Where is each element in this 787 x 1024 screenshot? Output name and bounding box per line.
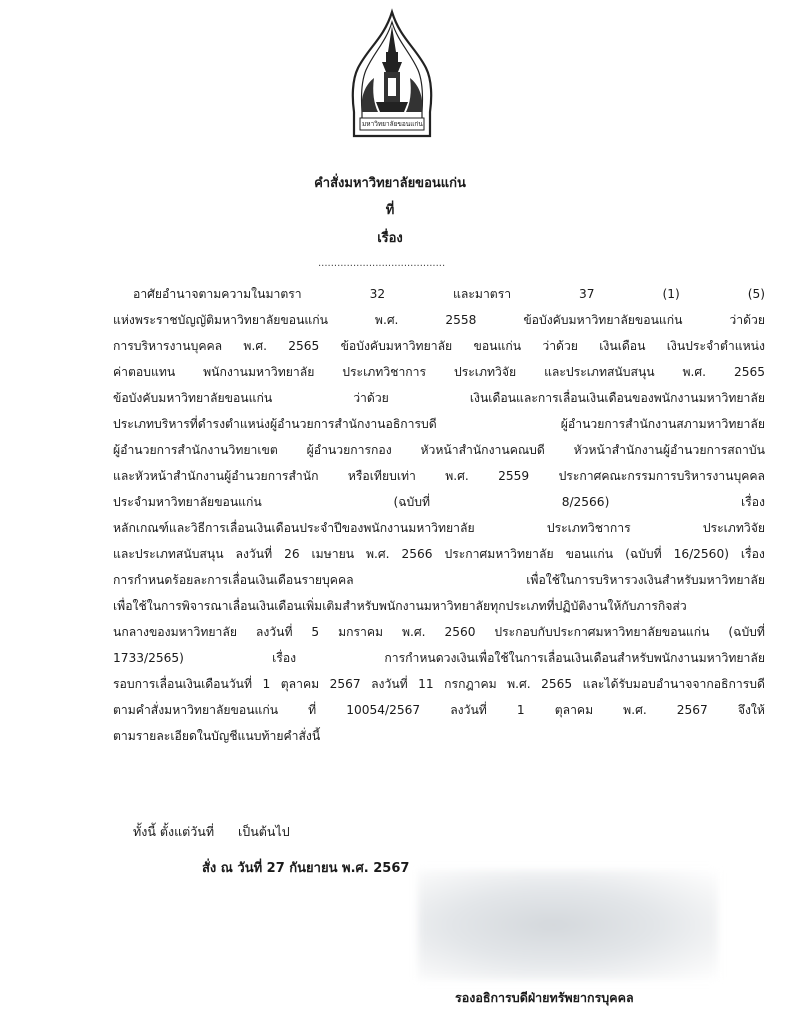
body-word: ที่: [308, 703, 317, 717]
body-word: หัวหน้าสำนักงานคณบดี: [420, 443, 545, 457]
body-word: 26: [284, 547, 300, 561]
separator-dots: ........................................: [318, 258, 446, 269]
body-word: ผู้อำนวยการสำนักงานสภามหาวิทยาลัย: [560, 417, 765, 431]
body-word: พ.ศ.: [402, 625, 426, 639]
body-line: [113, 516, 765, 540]
body-word: 16/2560): [673, 547, 729, 561]
body-word: พ.ศ.: [243, 339, 267, 353]
body-word: เงินประจำตำแหน่ง: [666, 339, 765, 353]
body-word: 32: [369, 287, 386, 301]
body-word: รอบการเลื่อนเงินเดือนวันที่: [113, 677, 253, 691]
body-word: เรื่อง: [740, 547, 765, 561]
body-word: 2565: [541, 677, 573, 691]
body-word: (1): [662, 287, 680, 301]
body-word: ประเภทวิชาการ: [342, 365, 427, 379]
body-line: [113, 568, 765, 592]
body-line: [113, 672, 765, 696]
body-word: 2560: [444, 625, 476, 639]
body-word: ประกอบกับประกาศมหาวิทยาลัยขอนแก่น: [494, 625, 710, 639]
body-line: [113, 646, 765, 670]
body-word: 2565: [733, 365, 765, 379]
effective-tail: เป็นต้นไป: [238, 824, 290, 839]
body-word: ขอนแก่น: [473, 339, 522, 353]
body-word: การกำหนดวงเงินเพื่อใช้ในการเลื่อนเงินเดือนสำหรับพนักงานมหาวิทยาลัย: [384, 651, 765, 665]
body-word: 2567: [329, 677, 361, 691]
body-word: และประเภทสนับสนุน: [113, 547, 224, 561]
effective-date-line: [133, 822, 290, 842]
body-word: 5: [311, 625, 320, 639]
body-word: พนักงานมหาวิทยาลัย: [203, 365, 315, 379]
body-word: 10054/2567: [346, 703, 421, 717]
body-word: (ฉบับที่: [728, 625, 765, 639]
order-number-label: ที่: [385, 203, 395, 218]
body-word: ว่าด้วย: [353, 391, 389, 405]
body-word: มกราคม: [338, 625, 384, 639]
university-logo: [348, 8, 436, 148]
body-word: ผู้อำนวยการสำนักงานวิทยาเขต: [113, 443, 278, 457]
body-word: ตามรายละเอียดในบัญชีแนบท้ายคำสั่งนี้: [113, 729, 321, 743]
effective-text: ทั้งนี้ ตั้งแต่วันที่: [133, 824, 215, 839]
body-word: และหัวหน้าสำนักงานผู้อำนวยการสำนัก: [113, 469, 319, 483]
body-word: ลงวันที่: [371, 677, 408, 691]
body-word: ประเภทวิจัย: [453, 365, 517, 379]
body-word: เมษายน: [311, 547, 355, 561]
body-word: ลงวันที่: [450, 703, 487, 717]
body-word: อาศัยอำนาจตามความในมาตรา: [133, 287, 302, 301]
body-line: [113, 724, 765, 748]
body-word: เพื่อใช้ในการบริหารวงเงินสำหรับมหาวิทยาลัย: [526, 573, 765, 587]
body-line: [113, 698, 765, 722]
body-word: 2567: [676, 703, 708, 717]
body-word: เงินเดือนและการเลื่อนเงินเดือนของพนักงานมหาวิทยาลัย: [469, 391, 765, 405]
order-title: คำสั่งมหาวิทยาลัยขอนแก่น: [314, 176, 466, 191]
body-word: กรกฎาคม: [444, 677, 497, 691]
body-word: ข้อบังคับมหาวิทยาลัยขอนแก่น: [523, 313, 683, 327]
body-word: ลงวันที่: [235, 547, 273, 561]
body-word: ตามคำสั่งมหาวิทยาลัยขอนแก่น: [113, 703, 279, 717]
body-word: 8/2566): [561, 495, 610, 509]
body-word: ประกาศคณะกรรมการบริหารงานบุคคล: [558, 469, 765, 483]
body-word: 37: [579, 287, 595, 301]
body-word: การบริหารงานบุคคล: [113, 339, 223, 353]
body-word: ตุลาคม: [280, 677, 320, 691]
order-subject-label: เรื่อง: [377, 231, 403, 246]
body-word: ลงวันที่: [255, 625, 293, 639]
body-line: [113, 464, 765, 488]
body-word: 1: [262, 677, 271, 691]
body-word: ค่าตอบแทน: [113, 365, 176, 379]
body-word: และประเภทสนับสนุน: [544, 365, 655, 379]
body-word: ข้อบังคับมหาวิทยาลัยขอนแก่น: [113, 391, 273, 405]
body-word: พ.ศ.: [445, 469, 469, 483]
body-word: 1: [516, 703, 525, 717]
body-word: (ฉบับที่: [625, 547, 662, 561]
body-word: เพื่อใช้ในการพิจารณาเลื่อนเงินเดือนเพิ่มเติมสำหรับพนักงานมหาวิทยาลัยทุกประเภทที่ปฏิบัติงานให้กับภารกิจส่ว: [113, 599, 687, 613]
body-line: [113, 594, 765, 618]
body-word: 2565: [288, 339, 320, 353]
body-line: [113, 490, 765, 514]
body-line: [113, 620, 765, 644]
body-word: แห่งพระราชบัญญัติมหาวิทยาลัยขอนแก่น: [113, 313, 328, 327]
body-word: หรือเทียบเท่า: [347, 469, 416, 483]
body-word: พ.ศ.: [623, 703, 647, 717]
order-date: สั่ง ณ วันที่ 27 กันยายน พ.ศ. 2567: [202, 861, 410, 876]
body-word: พ.ศ.: [366, 547, 390, 561]
body-word: 11: [418, 677, 434, 691]
body-word: ว่าด้วย: [729, 313, 765, 327]
body-line: [133, 282, 765, 306]
body-word: ขอนแก่น: [565, 547, 614, 561]
body-word: และได้รับมอบอำนาจจากอธิการบดี: [582, 677, 765, 691]
body-word: เรื่อง: [741, 495, 765, 509]
body-word: ประเภทวิจัย: [702, 521, 765, 535]
body-word: จึงให้: [737, 703, 765, 717]
body-line: [113, 360, 765, 384]
body-word: ประเภทวิชาการ: [546, 521, 631, 535]
body-word: พ.ศ.: [682, 365, 707, 379]
logo-text: มหาวิทยาลัยขอนแก่น: [362, 120, 423, 128]
signer-title: รองอธิการบดีฝ่ายทรัพยากรบุคคล: [455, 990, 634, 1005]
body-word: ตุลาคม: [554, 703, 594, 717]
body-word: พ.ศ.: [507, 677, 531, 691]
body-word: พ.ศ.: [374, 313, 399, 327]
body-word: เงินเดือน: [599, 339, 646, 353]
body-word: เรื่อง: [272, 651, 297, 665]
body-word: และมาตรา: [453, 287, 512, 301]
body-line: [113, 438, 765, 462]
body-word: (ฉบับที่: [393, 495, 430, 509]
body-word: 1733/2565): [113, 651, 184, 665]
body-word: หลักเกณฑ์และวิธีการเลื่อนเงินเดือนประจำปีของพนักงานมหาวิทยาลัย: [113, 521, 475, 535]
body-word: นกลางของมหาวิทยาลัย: [113, 625, 237, 639]
body-word: ประเภทบริหารที่ดำรงตำแหน่งผู้อำนวยการสำนักงานอธิการบดี: [113, 417, 437, 431]
body-word: ผู้อำนวยการกอง: [306, 443, 392, 457]
body-line: [113, 308, 765, 332]
body-word: (5): [747, 287, 765, 301]
body-word: ว่าด้วย: [542, 339, 578, 353]
body-line: [113, 412, 765, 436]
body-word: หัวหน้าสำนักงานผู้อำนวยการสถาบัน: [573, 443, 765, 457]
body-word: 2559: [498, 469, 530, 483]
body-word: ประกาศมหาวิทยาลัย: [444, 547, 554, 561]
body-word: การกำหนดร้อยละการเลื่อนเงินเดือนรายบุคคล: [113, 573, 354, 587]
redacted-signature: [418, 870, 718, 980]
body-word: 2558: [445, 313, 477, 327]
body-line: [113, 542, 765, 566]
body-line: [113, 386, 765, 410]
body-word: ข้อบังคับมหาวิทยาลัย: [340, 339, 453, 353]
body-line: [113, 334, 765, 358]
body-word: ประจำมหาวิทยาลัยขอนแก่น: [113, 495, 262, 509]
body-word: 2566: [401, 547, 433, 561]
